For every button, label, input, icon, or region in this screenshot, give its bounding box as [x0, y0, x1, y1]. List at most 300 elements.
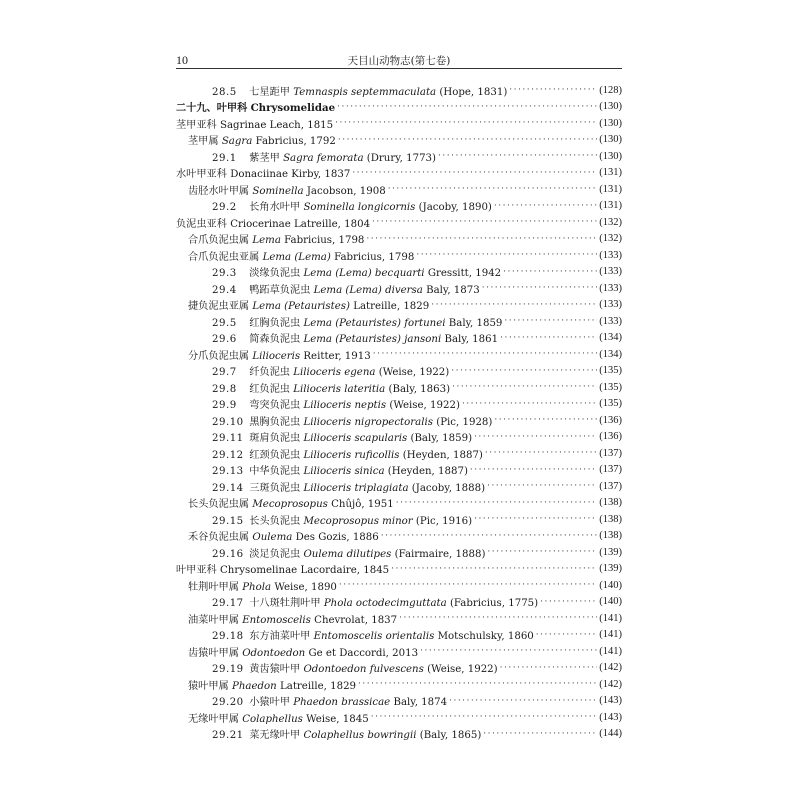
leader-dots — [500, 663, 598, 673]
entry-authority: Baly, 1859 — [448, 317, 503, 329]
entry-text — [212, 413, 492, 428]
entry-page: (130) — [599, 150, 622, 162]
entry-page: (134) — [599, 332, 622, 344]
leader-dots — [494, 415, 597, 425]
entry-text — [212, 479, 485, 494]
toc-entry — [176, 726, 622, 743]
leader-dots — [509, 85, 597, 95]
entry-authority: (Fabricius, 1775) — [449, 598, 539, 610]
entry-scientific-name: Sominella longicornis — [303, 202, 416, 214]
entry-page: (130) — [599, 117, 622, 129]
entry-page: (135) — [599, 398, 622, 410]
leader-dots — [483, 729, 597, 739]
leader-dots — [462, 399, 597, 409]
entry-number: 29.15 — [212, 515, 244, 527]
entry-scientific-name: Oulema — [252, 532, 293, 544]
entry-authority: Chevrolat, 1837 — [314, 614, 398, 626]
entry-scientific-name: Lilioceris neptis — [303, 400, 387, 412]
entry-text — [212, 693, 447, 708]
toc-entry — [176, 676, 622, 693]
toc-entry — [176, 198, 622, 215]
entry-chinese-name: 合爪负泥虫亚属 — [188, 251, 260, 263]
entry-scientific-name: Colaphellus bowringii — [303, 730, 417, 742]
entry-number: 29.16 — [212, 548, 244, 560]
entry-authority: Des Gozis, 1886 — [295, 532, 379, 544]
entry-text — [176, 215, 370, 230]
entry-number: 29.9 — [212, 400, 237, 412]
entry-authority: Chrysomelidae — [250, 102, 336, 115]
entry-authority: (Jacoby, 1888) — [411, 482, 486, 494]
leader-dots — [339, 580, 597, 590]
entry-text — [212, 198, 492, 213]
table-of-contents — [176, 82, 622, 742]
entry-number: 29.18 — [212, 631, 244, 643]
entry-text — [212, 627, 534, 642]
running-title: 天目山动物志(第七卷) — [347, 55, 451, 67]
entry-authority: (Weise, 1922) — [378, 367, 450, 379]
toc-entry — [176, 99, 622, 116]
entry-page: (133) — [599, 266, 622, 278]
entry-number: 29.6 — [212, 334, 237, 346]
entry-chinese-name: 长角水叶甲 — [249, 202, 301, 214]
entry-text — [212, 281, 480, 296]
entry-number: 29.14 — [212, 482, 244, 494]
entry-text — [188, 495, 394, 510]
entry-scientific-name: Lilioceris egena — [293, 367, 376, 379]
entry-text — [212, 149, 436, 164]
entry-authority: Baly, 1874 — [393, 697, 448, 709]
toc-entry — [176, 247, 622, 264]
toc-entry — [176, 82, 622, 99]
leader-dots — [474, 514, 597, 524]
entry-scientific-name: Colaphellus — [242, 713, 303, 725]
entry-authority: (Pic, 1928) — [436, 416, 493, 428]
toc-entry — [176, 429, 622, 446]
leader-dots — [366, 234, 597, 244]
entry-chinese-name: 斑肩负泥虫 — [249, 433, 301, 445]
entry-number: 29.17 — [212, 598, 244, 610]
leader-dots — [487, 481, 597, 491]
leader-dots — [399, 613, 597, 623]
entry-page: (131) — [599, 200, 622, 212]
entry-chinese-name: 七星距甲 — [249, 86, 290, 98]
toc-entry — [176, 115, 622, 132]
entry-text — [188, 644, 418, 659]
entry-chinese-name: 分爪负泥虫属 — [188, 350, 250, 362]
entry-scientific-name: Entomoscelis orientalis — [313, 631, 435, 643]
toc-entry — [176, 627, 622, 644]
entry-text — [212, 83, 507, 98]
entry-scientific-name: Lilioceris sinica — [303, 466, 385, 478]
entry-text — [176, 99, 335, 114]
entry-authority: (Baly, 1863) — [388, 383, 451, 395]
entry-authority: Gressitt, 1942 — [427, 268, 502, 280]
leader-dots — [438, 151, 597, 161]
entry-number: 29.3 — [212, 268, 237, 280]
entry-number: 29.8 — [212, 383, 237, 395]
entry-number: 29.21 — [212, 730, 244, 742]
entry-number: 29.4 — [212, 284, 237, 296]
entry-number: 29.10 — [212, 416, 244, 428]
entry-chinese-name: 长头负泥虫属 — [188, 499, 250, 511]
entry-authority: Ge et Daccordi, 2013 — [308, 647, 419, 659]
entry-page: (141) — [599, 645, 622, 657]
leader-dots — [371, 712, 598, 722]
entry-scientific-name: Phola octodecimguttata — [323, 598, 447, 610]
toc-entry — [176, 148, 622, 165]
entry-authority: Chûjô, 1951 — [331, 499, 394, 511]
entry-scientific-name: Sominella — [252, 185, 304, 197]
entry-page: (144) — [599, 728, 622, 740]
entry-scientific-name: Entomoscelis — [242, 614, 311, 626]
entry-text — [212, 396, 460, 411]
entry-chinese-name: 无缘叶甲属 — [188, 713, 239, 725]
entry-chinese-name: 紫茎甲 — [249, 152, 280, 164]
leader-dots — [372, 217, 597, 227]
leader-dots — [352, 168, 597, 178]
toc-entry — [176, 693, 622, 710]
entry-authority: Fabricius, 1792 — [255, 136, 336, 148]
entry-authority: (Heyden, 1887) — [387, 466, 468, 478]
entry-scientific-name: Lema — [252, 235, 281, 247]
entry-page: (132) — [599, 216, 622, 228]
toc-entry — [176, 313, 622, 330]
leader-dots — [500, 333, 597, 343]
entry-authority: (Baly, 1859) — [410, 433, 473, 445]
entry-authority: (Hope, 1831) — [439, 86, 508, 98]
toc-entry — [176, 660, 622, 677]
entry-page: (130) — [599, 134, 622, 146]
toc-entry — [176, 165, 622, 182]
entry-number: 29.13 — [212, 466, 244, 478]
toc-entry — [176, 363, 622, 380]
entry-chinese-name: 纤负泥虫 — [249, 367, 290, 379]
entry-chinese-name: 长头负泥虫 — [249, 515, 301, 527]
entry-page: (136) — [599, 431, 622, 443]
entry-page: (128) — [599, 84, 622, 96]
entry-chinese-name: 淡足负泥虫 — [249, 548, 301, 560]
entry-text — [212, 462, 468, 477]
entry-text — [212, 314, 502, 329]
entry-chinese-name: 禾谷负泥虫属 — [188, 532, 250, 544]
leader-dots — [337, 102, 597, 112]
entry-page: (131) — [599, 183, 622, 195]
entry-chinese-name: 合爪负泥虫属 — [188, 235, 250, 247]
entry-text — [176, 116, 333, 131]
entry-chinese-name: 简森负泥虫 — [249, 334, 301, 346]
entry-page: (132) — [599, 233, 622, 245]
entry-chinese-name: 十八斑牡荆叶甲 — [249, 598, 321, 610]
toc-entry — [176, 610, 622, 627]
toc-entry — [176, 528, 622, 545]
entry-page: (133) — [599, 315, 622, 327]
entry-text — [188, 231, 364, 246]
entry-scientific-name: Odontoedon fulvescens — [303, 664, 424, 676]
entry-text — [212, 264, 501, 279]
entry-authority: (Weise, 1922) — [389, 400, 460, 412]
entry-authority: (Heyden, 1887) — [402, 449, 483, 461]
entry-page: (131) — [599, 167, 622, 179]
entry-text — [212, 429, 472, 444]
leader-dots — [391, 564, 597, 574]
entry-number: 29.11 — [212, 433, 244, 445]
entry-number: 29.7 — [212, 367, 237, 379]
entry-authority: (Jacoby, 1890) — [418, 202, 492, 214]
entry-scientific-name: Lilioceris — [252, 350, 301, 362]
entry-page: (138) — [599, 497, 622, 509]
entry-authority: (Pic, 1916) — [415, 515, 473, 527]
entry-chinese-name: 三斑负泥虫 — [249, 482, 301, 494]
entry-scientific-name: Odontoedon — [242, 647, 306, 659]
entry-page: (143) — [599, 711, 622, 723]
entry-text — [188, 182, 386, 197]
entry-chinese-name: 黑胸负泥虫 — [249, 416, 301, 428]
entry-text — [212, 363, 449, 378]
toc-entry — [176, 231, 622, 248]
toc-entry — [176, 412, 622, 429]
entry-scientific-name: Lema (Lema) diversa — [313, 284, 423, 296]
entry-page: (137) — [599, 480, 622, 492]
entry-scientific-name: Mecoprosopus — [252, 499, 328, 511]
toc-entry — [176, 495, 622, 512]
running-header — [176, 52, 622, 69]
entry-chinese-name: 油菜叶甲属 — [188, 614, 239, 626]
entry-scientific-name: Phola — [242, 581, 272, 593]
entry-scientific-name: Lilioceris scapularis — [303, 433, 408, 445]
entry-chinese-name: 茎甲属 — [188, 136, 219, 148]
entry-chinese-name: 菜无缘叶甲 — [249, 730, 301, 742]
entry-authority: Jacobson, 1908 — [306, 185, 386, 197]
leader-dots — [487, 547, 597, 557]
entry-number: 29.2 — [212, 202, 237, 214]
toc-entry — [176, 379, 622, 396]
entry-text — [188, 611, 397, 626]
leader-dots — [381, 531, 597, 541]
entry-text — [212, 512, 472, 527]
entry-chinese-name: 东方油菜叶甲 — [249, 631, 311, 643]
entry-page: (139) — [599, 546, 622, 558]
entry-chinese-name: 中华负泥虫 — [249, 466, 301, 478]
leader-dots — [470, 465, 597, 475]
leader-dots — [416, 250, 597, 260]
entry-text — [188, 677, 356, 692]
entry-scientific-name: Mecoprosopus minor — [303, 515, 413, 527]
entry-page: (139) — [599, 563, 622, 575]
entry-number: 29.12 — [212, 449, 244, 461]
entry-scientific-name: Lema (Lema) becquarti — [303, 268, 425, 280]
leader-dots — [474, 432, 597, 442]
entry-chinese-name: 茎甲亚科 — [176, 119, 217, 131]
entry-authority: Reitter, 1913 — [303, 350, 371, 362]
entry-number: 29.1 — [212, 152, 237, 164]
leader-dots — [358, 679, 597, 689]
entry-authority: (Weise, 1922) — [427, 664, 498, 676]
entry-text — [212, 545, 485, 560]
entry-authority: Weise, 1845 — [306, 713, 369, 725]
toc-entry — [176, 478, 622, 495]
entry-chinese-name: 捷负泥虫亚属 — [188, 301, 250, 313]
entry-scientific-name: Phaedon — [232, 680, 277, 692]
entry-authority: (Fairmaire, 1888) — [394, 548, 486, 560]
toc-entry — [176, 561, 622, 578]
leader-dots — [388, 184, 598, 194]
entry-authority: Motschulsky, 1860 — [437, 631, 534, 643]
entry-text — [212, 330, 498, 345]
entry-page: (133) — [599, 249, 622, 261]
entry-page: (133) — [599, 299, 622, 311]
entry-authority: Baly, 1861 — [444, 334, 499, 346]
entry-authority: Sagrinae Leach, 1815 — [220, 119, 334, 131]
toc-entry — [176, 297, 622, 314]
entry-page: (142) — [599, 678, 622, 690]
entry-scientific-name: Phaedon brassicae — [293, 697, 391, 709]
toc-entry — [176, 280, 622, 297]
entry-page: (141) — [599, 629, 622, 641]
entry-chinese-name: 红颈负泥虫 — [249, 449, 301, 461]
entry-text — [188, 132, 336, 147]
entry-text — [188, 297, 429, 312]
entry-scientific-name: Temnaspis septemmaculata — [293, 86, 437, 98]
toc-entry — [176, 709, 622, 726]
entry-number: 28.5 — [212, 86, 237, 98]
entry-page: (137) — [599, 447, 622, 459]
entry-page: (142) — [599, 662, 622, 674]
entry-chinese-name: 牡荆叶甲属 — [188, 581, 239, 593]
leader-dots — [504, 316, 597, 326]
entry-page: (140) — [599, 596, 622, 608]
entry-chinese-name: 鸭跖草负泥虫 — [249, 284, 311, 296]
entry-chinese-name: 二十九、叶甲科 — [176, 102, 248, 115]
toc-entry — [176, 577, 622, 594]
entry-authority: Baly, 1873 — [426, 284, 480, 296]
entry-page: (130) — [599, 101, 622, 113]
entry-page: (138) — [599, 530, 622, 542]
entry-text — [176, 165, 350, 180]
entry-number: 29.5 — [212, 317, 237, 329]
toc-entry — [176, 544, 622, 561]
leader-dots — [420, 646, 597, 656]
leader-dots — [431, 300, 597, 310]
entry-authority: Fabricius, 1798 — [284, 235, 365, 247]
leader-dots — [373, 349, 598, 359]
entry-authority: Donaciinae Kirby, 1837 — [230, 169, 351, 181]
toc-entry — [176, 445, 622, 462]
entry-text — [188, 347, 371, 362]
entry-scientific-name: Oulema dilutipes — [303, 548, 392, 560]
toc-entry — [176, 330, 622, 347]
leader-dots — [503, 267, 597, 277]
entry-authority: (Drury, 1773) — [366, 152, 437, 164]
leader-dots — [338, 135, 597, 145]
entry-chinese-name: 小猿叶甲 — [249, 697, 290, 709]
entry-chinese-name: 猿叶甲属 — [188, 680, 229, 692]
entry-scientific-name: Sagra — [221, 136, 253, 148]
entry-chinese-name: 齿胫水叶甲属 — [188, 185, 250, 197]
entry-chinese-name: 负泥虫亚科 — [176, 218, 227, 230]
entry-authority: Latreille, 1829 — [280, 680, 357, 692]
entry-scientific-name: Lema (Petauristes) — [252, 301, 350, 313]
toc-entry — [176, 346, 622, 363]
entry-text — [188, 578, 337, 593]
entry-scientific-name: Lema (Petauristes) jansoni — [303, 334, 442, 346]
entry-scientific-name: Lilioceris nigropectoralis — [303, 416, 433, 428]
entry-text — [188, 248, 414, 263]
entry-page: (135) — [599, 365, 622, 377]
page-number: 10 — [176, 53, 188, 67]
entry-page: (140) — [599, 579, 622, 591]
toc-entry — [176, 181, 622, 198]
entry-text — [212, 660, 498, 675]
entry-page: (138) — [599, 513, 622, 525]
entry-authority: (Baly, 1865) — [419, 730, 482, 742]
entry-scientific-name: Lilioceris lateritia — [293, 383, 386, 395]
entry-text — [188, 710, 369, 725]
entry-text — [212, 726, 481, 741]
leader-dots — [396, 498, 598, 508]
entry-number: 29.20 — [212, 697, 244, 709]
toc-entry — [176, 462, 622, 479]
entry-text — [176, 561, 389, 576]
entry-chinese-name: 红胸负泥虫 — [249, 317, 301, 329]
entry-chinese-name: 弯突负泥虫 — [249, 400, 301, 412]
entry-text — [212, 380, 450, 395]
entry-page: (133) — [599, 282, 622, 294]
entry-scientific-name: Lilioceris triplagiata — [303, 482, 409, 494]
leader-dots — [451, 366, 597, 376]
entry-chinese-name: 红负泥虫 — [249, 383, 290, 395]
entry-scientific-name: Lilioceris ruficollis — [303, 449, 400, 461]
leader-dots — [485, 448, 597, 458]
leader-dots — [536, 630, 597, 640]
entry-authority: Chrysomelinae Lacordaire, 1845 — [220, 565, 390, 577]
entry-authority: Fabricius, 1798 — [334, 251, 415, 263]
entry-scientific-name: Lema (Petauristes) fortunei — [303, 317, 446, 329]
toc-entry — [176, 396, 622, 413]
entry-chinese-name: 水叶甲亚科 — [176, 169, 227, 181]
leader-dots — [494, 201, 597, 211]
toc-entry — [176, 264, 622, 281]
entry-page: (135) — [599, 381, 622, 393]
leader-dots — [452, 382, 597, 392]
toc-entry — [176, 214, 622, 231]
entry-page: (136) — [599, 414, 622, 426]
entry-page: (143) — [599, 695, 622, 707]
toc-entry — [176, 594, 622, 611]
leader-dots — [449, 696, 597, 706]
entry-page: (137) — [599, 464, 622, 476]
entry-text — [188, 528, 379, 543]
toc-entry — [176, 511, 622, 528]
entry-page: (134) — [599, 348, 622, 360]
entry-chinese-name: 齿猿叶甲属 — [188, 647, 239, 659]
entry-scientific-name: Lema (Lema) — [262, 251, 331, 263]
entry-text — [212, 446, 483, 461]
entry-scientific-name: Sagra femorata — [283, 152, 364, 164]
leader-dots — [540, 597, 597, 607]
leader-dots — [335, 118, 597, 128]
entry-chinese-name: 黄齿猿叶甲 — [249, 664, 301, 676]
entry-text — [212, 594, 538, 609]
toc-entry — [176, 132, 622, 149]
toc-entry — [176, 643, 622, 660]
entry-authority: Criocerinae Latreille, 1804 — [230, 218, 371, 230]
entry-authority: Weise, 1890 — [274, 581, 337, 593]
entry-authority: Latreille, 1829 — [353, 301, 430, 313]
entry-page: (141) — [599, 612, 622, 624]
entry-number: 29.19 — [212, 664, 244, 676]
leader-dots — [482, 283, 598, 293]
entry-chinese-name: 叶甲亚科 — [176, 565, 217, 577]
